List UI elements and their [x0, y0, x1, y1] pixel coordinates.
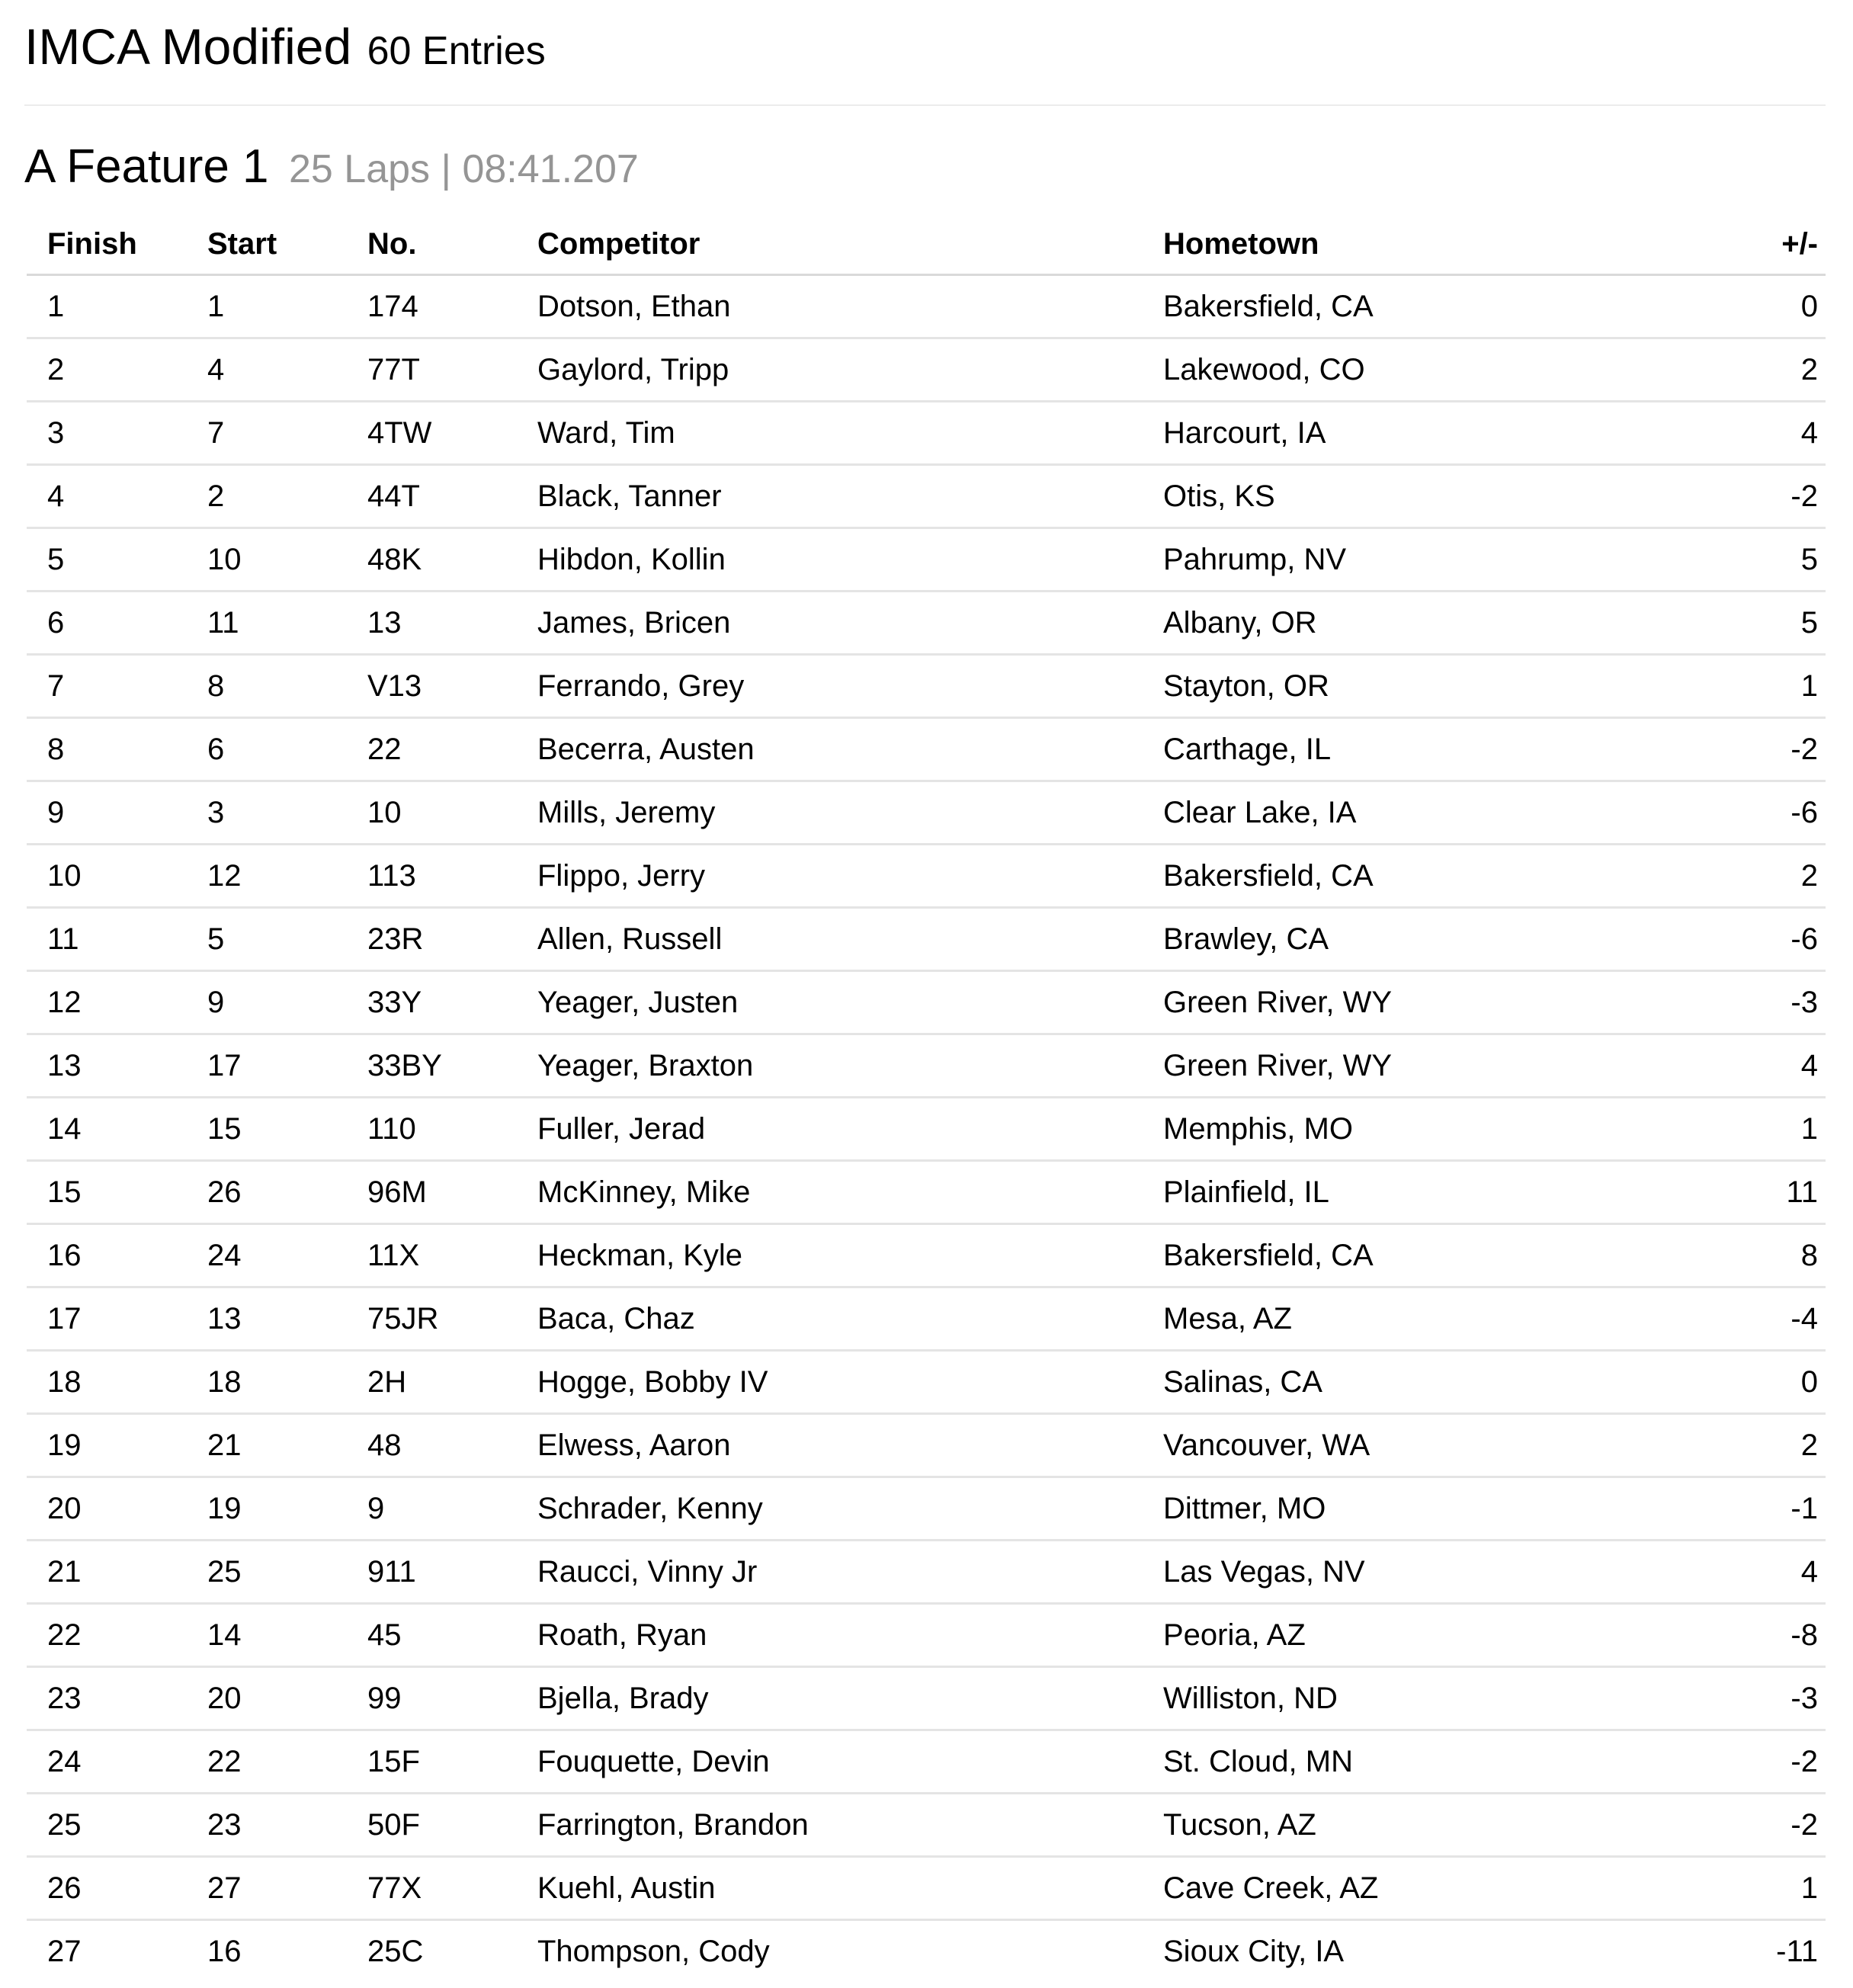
- col-header-gain-loss: +/-: [1673, 207, 1826, 275]
- hometown-cell: Salinas, CA: [1143, 1351, 1673, 1414]
- number-cell: 13: [347, 592, 517, 655]
- table-row: [27, 1730, 1826, 1794]
- gain-loss-cell: 1: [1673, 1098, 1826, 1161]
- finish-cell: 4: [27, 465, 187, 528]
- finish-cell: 7: [27, 655, 187, 718]
- gain-loss-cell: 2: [1673, 338, 1826, 402]
- gain-loss-cell: -6: [1673, 781, 1826, 845]
- finish-cell: 9: [27, 781, 187, 845]
- hometown-cell: Memphis, MO: [1143, 1098, 1673, 1161]
- competitor-cell: Becerra, Austen: [517, 718, 1143, 781]
- hometown-cell: Harcourt, IA: [1143, 402, 1673, 465]
- number-cell: 75JR: [347, 1287, 517, 1351]
- competitor-cell: Black, Tanner: [517, 465, 1143, 528]
- start-cell: 23: [187, 1794, 347, 1857]
- competitor-cell: Ward, Tim: [517, 402, 1143, 465]
- start-cell: 10: [187, 528, 347, 592]
- number-cell: 99: [347, 1667, 517, 1730]
- start-cell: 21: [187, 1414, 347, 1477]
- competitor-cell: Kuehl, Austin: [517, 1857, 1143, 1920]
- table-row: [27, 465, 1826, 528]
- number-cell: 10: [347, 781, 517, 845]
- start-cell: 20: [187, 1667, 347, 1730]
- hometown-cell: Tucson, AZ: [1143, 1794, 1673, 1857]
- competitor-cell: Flippo, Jerry: [517, 845, 1143, 908]
- race-title: A Feature 1: [24, 140, 269, 193]
- competitor-cell: Ferrando, Grey: [517, 655, 1143, 718]
- finish-cell: 12: [27, 971, 187, 1034]
- finish-cell: 26: [27, 1857, 187, 1920]
- hometown-cell: Brawley, CA: [1143, 908, 1673, 971]
- table-row: [27, 1351, 1826, 1414]
- start-cell: 17: [187, 1034, 347, 1098]
- table-row: [27, 1541, 1826, 1604]
- start-cell: 27: [187, 1857, 347, 1920]
- start-cell: 8: [187, 655, 347, 718]
- number-cell: 33Y: [347, 971, 517, 1034]
- start-cell: 4: [187, 338, 347, 402]
- hometown-cell: Mesa, AZ: [1143, 1287, 1673, 1351]
- hometown-cell: Bakersfield, CA: [1143, 275, 1673, 338]
- competitor-cell: Dotson, Ethan: [517, 275, 1143, 338]
- gain-loss-cell: -2: [1673, 718, 1826, 781]
- table-row: [27, 718, 1826, 781]
- number-cell: 23R: [347, 908, 517, 971]
- hometown-cell: Bakersfield, CA: [1143, 1224, 1673, 1287]
- table-row: [27, 1920, 1826, 1983]
- finish-cell: 3: [27, 402, 187, 465]
- table-body: [27, 275, 1826, 1983]
- finish-cell: 14: [27, 1098, 187, 1161]
- gain-loss-cell: -6: [1673, 908, 1826, 971]
- finish-cell: 24: [27, 1730, 187, 1794]
- competitor-cell: Yeager, Braxton: [517, 1034, 1143, 1098]
- number-cell: 22: [347, 718, 517, 781]
- number-cell: 4TW: [347, 402, 517, 465]
- number-cell: 2H: [347, 1351, 517, 1414]
- start-cell: 7: [187, 402, 347, 465]
- number-cell: 15F: [347, 1730, 517, 1794]
- gain-loss-cell: 5: [1673, 592, 1826, 655]
- number-cell: 113: [347, 845, 517, 908]
- finish-cell: 2: [27, 338, 187, 402]
- finish-cell: 13: [27, 1034, 187, 1098]
- hometown-cell: Peoria, AZ: [1143, 1604, 1673, 1667]
- hometown-cell: Green River, WY: [1143, 1034, 1673, 1098]
- col-header-number: No.: [347, 207, 517, 275]
- number-cell: 33BY: [347, 1034, 517, 1098]
- number-cell: 77T: [347, 338, 517, 402]
- finish-cell: 25: [27, 1794, 187, 1857]
- start-cell: 19: [187, 1477, 347, 1541]
- number-cell: 11X: [347, 1224, 517, 1287]
- class-title: IMCA Modified: [24, 18, 352, 75]
- table-row: [27, 1667, 1826, 1730]
- start-cell: 24: [187, 1224, 347, 1287]
- number-cell: 174: [347, 275, 517, 338]
- hometown-cell: Cave Creek, AZ: [1143, 1857, 1673, 1920]
- table-row: [27, 781, 1826, 845]
- gain-loss-cell: -3: [1673, 1667, 1826, 1730]
- section-heading: [24, 139, 1826, 207]
- start-cell: 15: [187, 1098, 347, 1161]
- start-cell: 13: [187, 1287, 347, 1351]
- number-cell: 44T: [347, 465, 517, 528]
- hometown-cell: Las Vegas, NV: [1143, 1541, 1673, 1604]
- finish-cell: 11: [27, 908, 187, 971]
- finish-cell: 21: [27, 1541, 187, 1604]
- entries-count: 60 Entries: [367, 29, 546, 73]
- competitor-cell: McKinney, Mike: [517, 1161, 1143, 1224]
- competitor-cell: Hibdon, Kollin: [517, 528, 1143, 592]
- gain-loss-cell: 2: [1673, 845, 1826, 908]
- gain-loss-cell: 0: [1673, 1351, 1826, 1414]
- number-cell: 110: [347, 1098, 517, 1161]
- hometown-cell: Bakersfield, CA: [1143, 845, 1673, 908]
- start-cell: 2: [187, 465, 347, 528]
- gain-loss-cell: 1: [1673, 655, 1826, 718]
- start-cell: 12: [187, 845, 347, 908]
- hometown-cell: Clear Lake, IA: [1143, 781, 1673, 845]
- finish-cell: 8: [27, 718, 187, 781]
- hometown-cell: Green River, WY: [1143, 971, 1673, 1034]
- col-header-finish: Finish: [27, 207, 187, 275]
- start-cell: 9: [187, 971, 347, 1034]
- competitor-cell: Raucci, Vinny Jr: [517, 1541, 1143, 1604]
- finish-cell: 15: [27, 1161, 187, 1224]
- table-row: [27, 1477, 1826, 1541]
- table-row: [27, 1098, 1826, 1161]
- start-cell: 5: [187, 908, 347, 971]
- table-row: [27, 1287, 1826, 1351]
- gain-loss-cell: 4: [1673, 402, 1826, 465]
- competitor-cell: Gaylord, Tripp: [517, 338, 1143, 402]
- number-cell: 48: [347, 1414, 517, 1477]
- hometown-cell: Sioux City, IA: [1163, 1935, 1345, 1968]
- competitor-cell: Fouquette, Devin: [517, 1730, 1143, 1794]
- number-cell: 911: [347, 1541, 517, 1604]
- hometown-cell: Williston, ND: [1143, 1667, 1673, 1730]
- table-row: [27, 1857, 1826, 1920]
- table-row: [27, 1604, 1826, 1667]
- gain-loss-cell: 2: [1673, 1414, 1826, 1477]
- table-row: [27, 528, 1826, 592]
- table-row: [27, 1224, 1826, 1287]
- competitor-cell: Roath, Ryan: [517, 1604, 1143, 1667]
- finish-cell: 27: [47, 1935, 82, 1968]
- table-row: [27, 655, 1826, 718]
- competitor-cell: Bjella, Brady: [517, 1667, 1143, 1730]
- gain-loss-cell: -1: [1673, 1477, 1826, 1541]
- number-cell: 48K: [347, 528, 517, 592]
- hometown-cell: St. Cloud, MN: [1143, 1730, 1673, 1794]
- title-divider: [24, 104, 1826, 106]
- competitor-cell: Heckman, Kyle: [517, 1224, 1143, 1287]
- table-row: [27, 275, 1826, 338]
- number-cell: 9: [347, 1477, 517, 1541]
- start-cell: 6: [187, 718, 347, 781]
- competitor-cell: Fuller, Jerad: [517, 1098, 1143, 1161]
- competitor-cell: James, Bricen: [517, 592, 1143, 655]
- competitor-cell: Elwess, Aaron: [517, 1414, 1143, 1477]
- gain-loss-cell: -11: [1776, 1935, 1818, 1968]
- table-row: [27, 1414, 1826, 1477]
- race-details: 25 Laps | 08:41.207: [289, 147, 639, 191]
- gain-loss-cell: -8: [1673, 1604, 1826, 1667]
- finish-cell: 1: [27, 275, 187, 338]
- number-cell: 96M: [347, 1161, 517, 1224]
- gain-loss-cell: -3: [1673, 971, 1826, 1034]
- hometown-cell: Otis, KS: [1143, 465, 1673, 528]
- start-cell: 1: [187, 275, 347, 338]
- hometown-cell: Albany, OR: [1143, 592, 1673, 655]
- table-row: [27, 908, 1826, 971]
- number-cell: 50F: [347, 1794, 517, 1857]
- finish-cell: 6: [27, 592, 187, 655]
- gain-loss-cell: 5: [1673, 528, 1826, 592]
- start-cell: 14: [187, 1604, 347, 1667]
- hometown-cell: Vancouver, WA: [1143, 1414, 1673, 1477]
- table-row: [27, 1161, 1826, 1224]
- finish-cell: 16: [27, 1224, 187, 1287]
- gain-loss-cell: -4: [1673, 1287, 1826, 1351]
- competitor-cell: Baca, Chaz: [517, 1287, 1143, 1351]
- table-row: [27, 845, 1826, 908]
- gain-loss-cell: 4: [1673, 1541, 1826, 1604]
- table-row: [27, 338, 1826, 402]
- finish-cell: 17: [27, 1287, 187, 1351]
- finish-cell: 20: [27, 1477, 187, 1541]
- start-cell: 25: [187, 1541, 347, 1604]
- finish-cell: 10: [27, 845, 187, 908]
- competitor-cell: Farrington, Brandon: [517, 1794, 1143, 1857]
- col-header-hometown: Hometown: [1143, 207, 1673, 275]
- hometown-cell: Lakewood, CO: [1143, 338, 1673, 402]
- finish-cell: 5: [27, 528, 187, 592]
- competitor-cell: Hogge, Bobby IV: [517, 1351, 1143, 1414]
- finish-cell: 23: [27, 1667, 187, 1730]
- hometown-cell: Plainfield, IL: [1143, 1161, 1673, 1224]
- hometown-cell: Carthage, IL: [1143, 718, 1673, 781]
- finish-cell: 19: [27, 1414, 187, 1477]
- hometown-cell: Pahrump, NV: [1143, 528, 1673, 592]
- col-header-start: Start: [187, 207, 347, 275]
- competitor-cell: Schrader, Kenny: [517, 1477, 1143, 1541]
- finish-cell: 22: [27, 1604, 187, 1667]
- results-table: [27, 207, 1826, 1982]
- gain-loss-cell: -2: [1673, 465, 1826, 528]
- col-header-competitor: Competitor: [517, 207, 1143, 275]
- gain-loss-cell: 11: [1673, 1161, 1826, 1224]
- gain-loss-cell: 0: [1673, 275, 1826, 338]
- competitor-cell: Allen, Russell: [517, 908, 1143, 971]
- gain-loss-cell: -2: [1673, 1794, 1826, 1857]
- page-title: [24, 20, 1826, 88]
- table-row: [27, 592, 1826, 655]
- competitor-cell: Yeager, Justen: [517, 971, 1143, 1034]
- start-cell: 3: [187, 781, 347, 845]
- table-row: [27, 1794, 1826, 1857]
- table-row: [27, 971, 1826, 1034]
- start-cell: 22: [187, 1730, 347, 1794]
- number-cell: 45: [347, 1604, 517, 1667]
- hometown-cell: Dittmer, MO: [1143, 1477, 1673, 1541]
- start-cell: 11: [187, 592, 347, 655]
- header-row: [27, 207, 1826, 275]
- competitor-cell: Mills, Jeremy: [517, 781, 1143, 845]
- finish-cell: 18: [27, 1351, 187, 1414]
- number-cell: V13: [347, 655, 517, 718]
- hometown-cell: Stayton, OR: [1143, 655, 1673, 718]
- gain-loss-cell: 4: [1673, 1034, 1826, 1098]
- competitor-cell: Thompson, Cody: [537, 1935, 770, 1968]
- gain-loss-cell: 1: [1673, 1857, 1826, 1920]
- table-row: [27, 402, 1826, 465]
- number-cell: 25C: [367, 1935, 424, 1968]
- gain-loss-cell: -2: [1673, 1730, 1826, 1794]
- start-cell: 26: [187, 1161, 347, 1224]
- number-cell: 77X: [347, 1857, 517, 1920]
- gain-loss-cell: 8: [1673, 1224, 1826, 1287]
- start-cell: 16: [207, 1935, 242, 1968]
- start-cell: 18: [187, 1351, 347, 1414]
- table-row: [27, 1034, 1826, 1098]
